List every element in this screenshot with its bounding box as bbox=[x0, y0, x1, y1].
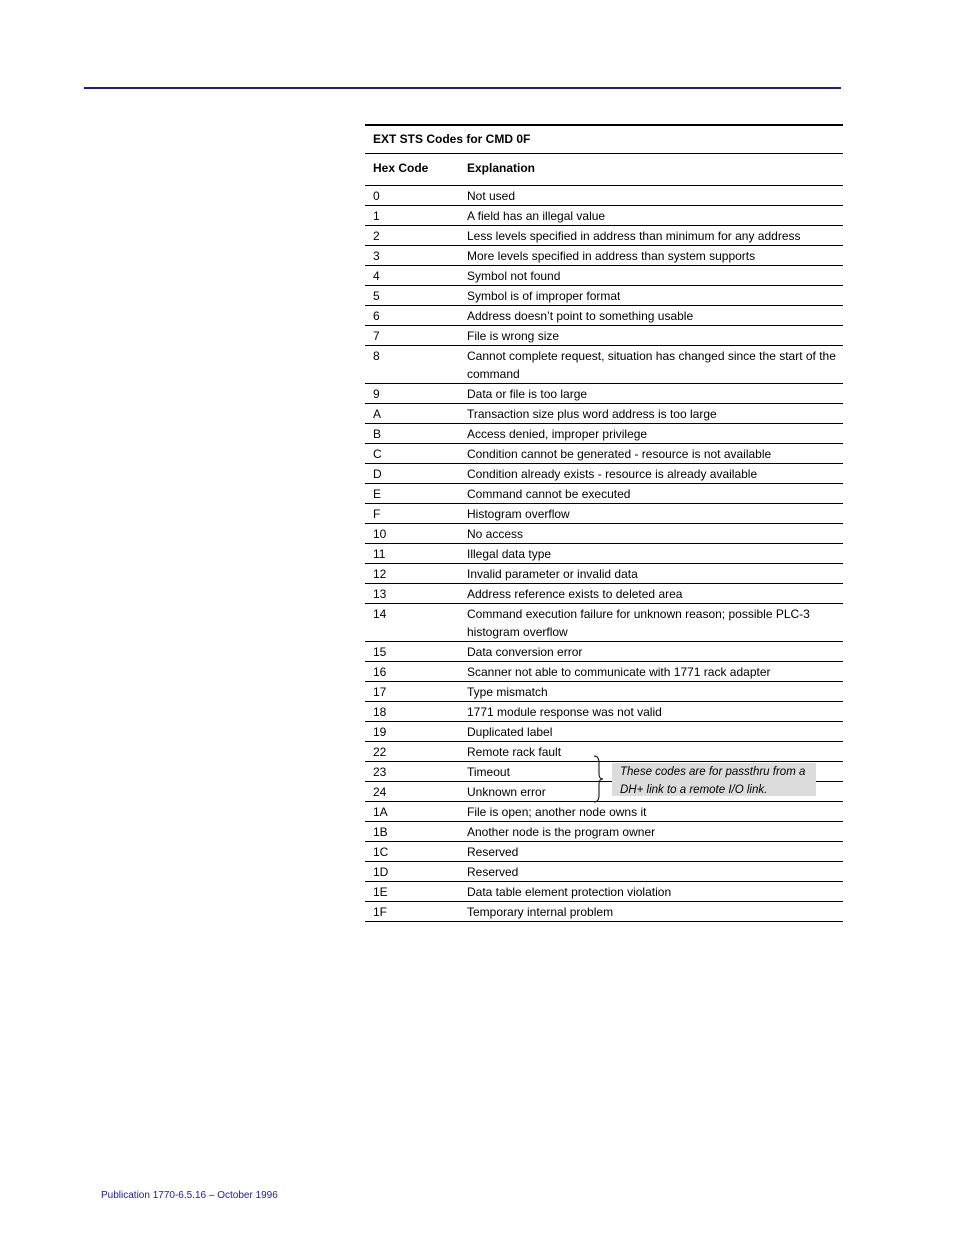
table-row bbox=[365, 326, 843, 346]
hex-code-cell: 3 bbox=[373, 249, 380, 263]
hex-code-cell: 1 bbox=[373, 209, 380, 223]
hex-code-cell: 13 bbox=[373, 587, 387, 601]
hex-code-cell: 18 bbox=[373, 705, 387, 719]
explanation-cell: Scanner not able to communicate with 1771 rack adapter bbox=[467, 665, 771, 679]
explanation-cell: Data table element protection violation bbox=[467, 885, 672, 899]
table-row bbox=[365, 662, 843, 682]
explanation-cell: Access denied, improper privilege bbox=[467, 427, 648, 441]
hex-code-cell: E bbox=[373, 487, 382, 501]
hex-code-cell: 1D bbox=[373, 865, 389, 879]
hex-code-cell: 1B bbox=[373, 825, 388, 839]
hex-code-cell: 15 bbox=[373, 645, 387, 659]
explanation-cell: Temporary internal problem bbox=[467, 905, 614, 919]
explanation-cell: Timeout bbox=[467, 765, 510, 779]
hex-code-cell: B bbox=[373, 427, 382, 441]
table-row bbox=[365, 266, 843, 286]
table-row bbox=[365, 604, 843, 642]
explanation-cell: Another node is the program owner bbox=[467, 825, 656, 839]
explanation-cell: Not used bbox=[467, 189, 516, 203]
table-row bbox=[365, 286, 843, 306]
hex-code-cell: 5 bbox=[373, 289, 380, 303]
header-hex-code: Hex Code bbox=[373, 161, 429, 175]
explanation-cell: Condition already exists - resource is already available bbox=[467, 467, 758, 481]
passthru-note: These codes are for passthru from a DH+ link to a remote I/O link. bbox=[612, 763, 816, 796]
table-row bbox=[365, 384, 843, 404]
hex-code-cell: 1F bbox=[373, 905, 388, 919]
hex-code-cell: 11 bbox=[373, 547, 386, 561]
header-rule bbox=[84, 87, 841, 89]
explanation-cell: Data conversion error bbox=[467, 645, 583, 659]
explanation-cell: Data or file is too large bbox=[467, 387, 588, 401]
brace-icon bbox=[592, 755, 604, 803]
explanation-cell: File is open; another node owns it bbox=[467, 805, 647, 819]
explanation-cell: Reserved bbox=[467, 865, 519, 879]
explanation-cell: Address doesn’t point to something usable bbox=[467, 309, 694, 323]
table-row bbox=[365, 246, 843, 266]
publication-footer: Publication 1770-6.5.16 – October 1996 bbox=[101, 1190, 278, 1201]
header-explanation: Explanation bbox=[467, 161, 536, 175]
explanation-cell: Histogram overflow bbox=[467, 507, 570, 521]
hex-code-cell: 0 bbox=[373, 189, 380, 203]
explanation-cell: Less levels specified in address than minimum for any address bbox=[467, 229, 801, 243]
table-row bbox=[365, 226, 843, 246]
table-header-row bbox=[365, 154, 843, 186]
explanation-cell: Reserved bbox=[467, 845, 519, 859]
explanation-cell: No access bbox=[467, 527, 524, 541]
table-row bbox=[365, 642, 843, 662]
hex-code-cell: C bbox=[373, 447, 382, 461]
table-row bbox=[365, 564, 843, 584]
explanation-cell: Illegal data type bbox=[467, 547, 552, 561]
hex-code-cell: 24 bbox=[373, 785, 387, 799]
hex-code-cell: 2 bbox=[373, 229, 380, 243]
hex-code-cell: 7 bbox=[373, 329, 380, 343]
explanation-cell: 1771 module response was not valid bbox=[467, 705, 662, 719]
hex-code-cell: F bbox=[373, 507, 381, 521]
table-row bbox=[365, 484, 843, 504]
table-row bbox=[365, 524, 843, 544]
hex-code-cell: 22 bbox=[373, 745, 387, 759]
table-row bbox=[365, 722, 843, 742]
explanation-cell: Remote rack fault bbox=[467, 745, 562, 759]
hex-code-cell: 12 bbox=[373, 567, 387, 581]
hex-code-cell: A bbox=[373, 407, 382, 421]
hex-code-cell: 1C bbox=[373, 845, 389, 859]
explanation-cell: Type mismatch bbox=[467, 685, 548, 699]
table-row bbox=[365, 186, 843, 206]
table-row bbox=[365, 702, 843, 722]
table-row bbox=[365, 902, 843, 922]
hex-code-cell: 6 bbox=[373, 309, 380, 323]
explanation-cell: Command cannot be executed bbox=[467, 487, 631, 501]
table-row bbox=[365, 862, 843, 882]
explanation-cell: Address reference exists to deleted area bbox=[467, 587, 683, 601]
explanation-cell: Condition cannot be generated - resource is not available bbox=[467, 447, 772, 461]
table-row bbox=[365, 346, 843, 384]
hex-code-cell: 17 bbox=[373, 685, 387, 699]
hex-code-cell: 23 bbox=[373, 765, 387, 779]
explanation-cell: A field has an illegal value bbox=[467, 209, 606, 223]
table-row bbox=[365, 802, 843, 822]
table-row bbox=[365, 682, 843, 702]
table-body bbox=[365, 186, 843, 922]
table-row bbox=[365, 584, 843, 604]
table-row bbox=[365, 822, 843, 842]
table-row bbox=[365, 544, 843, 564]
table-row bbox=[365, 742, 843, 762]
table-title: EXT STS Codes for CMD 0F bbox=[365, 124, 843, 154]
ext-sts-codes-table bbox=[365, 124, 843, 922]
explanation-cell: Symbol not found bbox=[467, 269, 561, 283]
explanation-cell: More levels specified in address than system supports bbox=[467, 249, 756, 263]
explanation-cell: Symbol is of improper format bbox=[467, 289, 621, 303]
hex-code-cell: 9 bbox=[373, 387, 380, 401]
explanation-cell: Invalid parameter or invalid data bbox=[467, 567, 638, 581]
explanation-cell: Unknown error bbox=[467, 785, 546, 799]
table-row bbox=[365, 444, 843, 464]
table-row bbox=[365, 464, 843, 484]
hex-code-cell: 1A bbox=[373, 805, 388, 819]
explanation-cell: Duplicated label bbox=[467, 725, 553, 739]
table-row bbox=[365, 842, 843, 862]
table-row bbox=[365, 404, 843, 424]
hex-code-cell: 14 bbox=[373, 607, 387, 621]
table-row bbox=[365, 306, 843, 326]
table-row bbox=[365, 882, 843, 902]
hex-code-cell: 8 bbox=[373, 349, 380, 363]
hex-code-cell: 1E bbox=[373, 885, 388, 899]
explanation-cell: Transaction size plus word address is too large bbox=[467, 407, 717, 421]
explanation-cell: Cannot complete request, situation has changed since the start of the command bbox=[467, 349, 836, 381]
hex-code-cell: 4 bbox=[373, 269, 380, 283]
table-row bbox=[365, 504, 843, 524]
explanation-cell: Command execution failure for unknown reason; possible PLC-3 histogram overflow bbox=[467, 607, 810, 639]
hex-code-cell: 16 bbox=[373, 665, 387, 679]
table-row bbox=[365, 206, 843, 226]
hex-code-cell: D bbox=[373, 467, 382, 481]
hex-code-cell: 10 bbox=[373, 527, 387, 541]
hex-code-cell: 19 bbox=[373, 725, 387, 739]
table-row bbox=[365, 424, 843, 444]
explanation-cell: File is wrong size bbox=[467, 329, 560, 343]
